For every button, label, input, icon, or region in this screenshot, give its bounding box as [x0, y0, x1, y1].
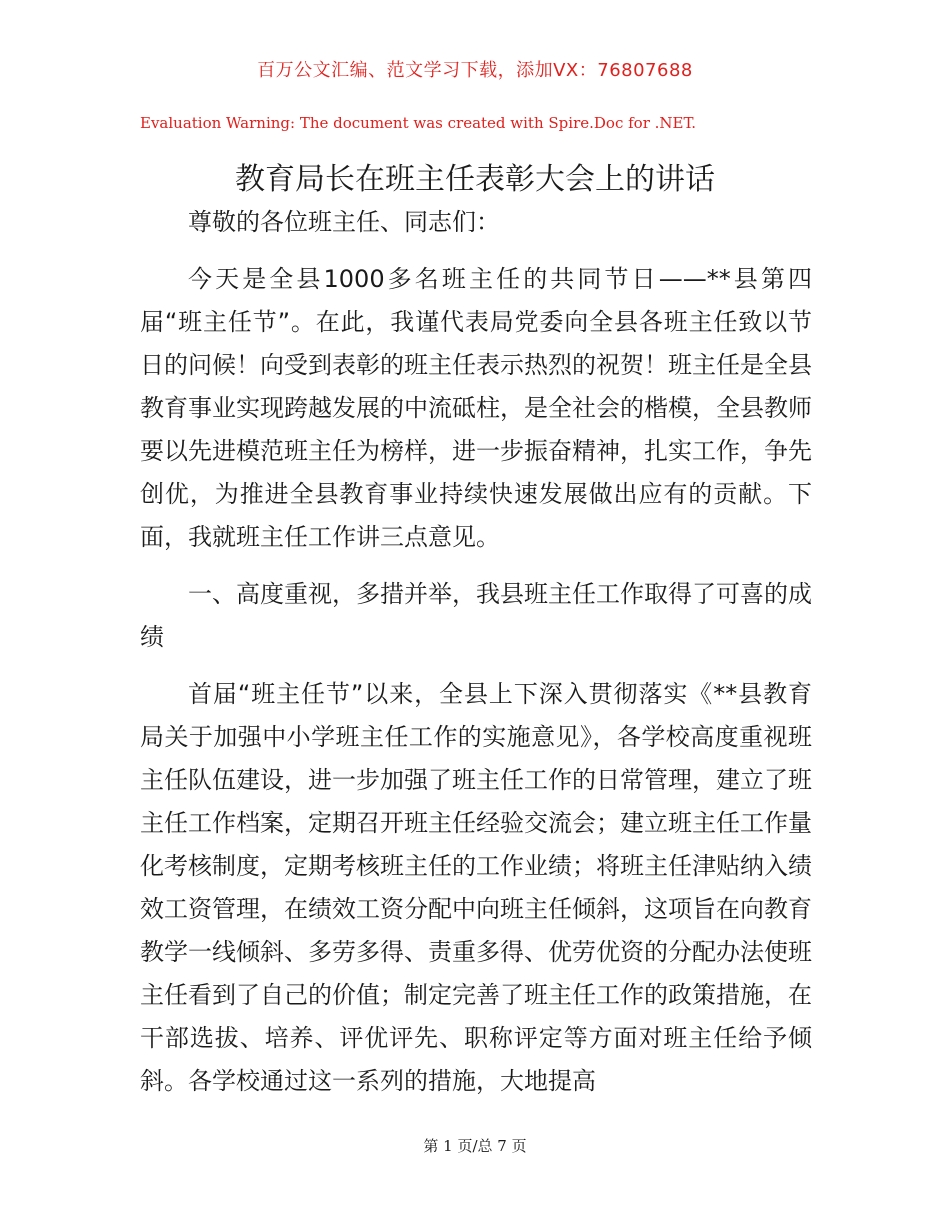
page-number: 第 1 页/总 7 页 — [423, 1137, 527, 1155]
header-banner: 百万公文汇编、范文学习下载，添加VX：76807688 — [257, 60, 693, 81]
document-body — [140, 201, 812, 1117]
body-paragraph: 今天是全县1000多名班主任的共同节日——**县第四届“班主任节”。在此，我谨代表局党委向全县各班主任致以节日的问候！向受到表彰的班主任表示热烈的祝贺！班主任是全县教育事业实现跨越发展的中流砥柱，是全社会的楷模，全县教师要以先进模范班主任为榜样，进一步振奋精神，扎实工作，争先创优，为推进全县教育事业持续快速发展做出应有的贡献。下面，我就班主任工作讲三点意见。 — [140, 265, 812, 551]
body-paragraph: 首届“班主任节”以来，全县上下深入贯彻落实《**县教育局关于加强中小学班主任工作的实施意见》，各学校高度重视班主任队伍建设，进一步加强了班主任工作的日常管理，建立了班主任工作档案，定期召开班主任经验交流会；建立班主任工作量化考核制度，定期考核班主任的工作业绩；将班主任津贴纳入绩效工资管理，在绩效工资分配中向班主任倾斜，这项旨在向教育教学一线倾斜、多劳多得、责重多得、优劳优资的分配办法使班主任看到了自己的价值；制定完善了班主任工作的政策措施，在干部选拔、培养、评优评先、职称评定等方面对班主任给予倾斜。各学校通过这一系列的措施，大地提高 — [140, 680, 812, 1095]
salutation-paragraph: 尊敬的各位班主任、同志们： — [188, 208, 500, 236]
document-title: 教育局长在班主任表彰大会上的讲话 — [235, 162, 715, 197]
evaluation-warning: Evaluation Warning: The document was created with Spire.Doc for .NET. — [140, 114, 697, 132]
section-heading: 一、高度重视，多措并举，我县班主任工作取得了可喜的成绩 — [140, 580, 812, 651]
